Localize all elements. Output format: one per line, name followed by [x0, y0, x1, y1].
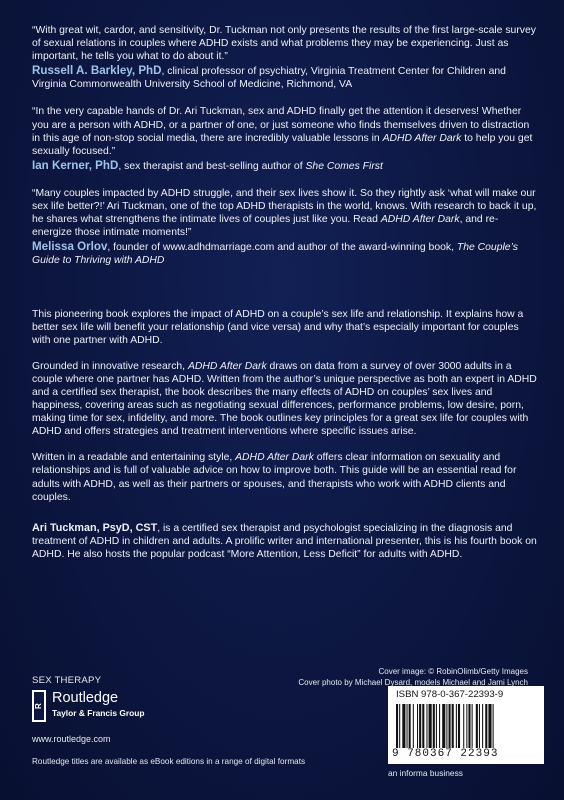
- description-paragraph-3: [32, 451, 538, 503]
- barcode-bar: [442, 704, 445, 748]
- barcode-bar: [417, 704, 418, 748]
- author-name: Ari Tuckman, PsyD, CST: [32, 521, 158, 534]
- cover-image-credit: Cover image: © RobinOlimb/Getty Images: [378, 667, 528, 676]
- barcode-bar: [458, 704, 460, 748]
- publisher-logo: [32, 690, 192, 724]
- description-paragraph-2: [32, 360, 538, 439]
- isbn: ISBN 978-0-367-22393-9: [396, 689, 504, 700]
- barcode-bar: [493, 704, 494, 748]
- barcode-bars-icon: [396, 704, 536, 748]
- author-bio-text: , is a certified sex therapist and psychologist specializing in the diagnosis and treatment of ADHD in children and adults. A prolific writer and international presenter, this is his fourth book on ADHD. He also hosts the popular podcast “More Attention, Less Deficit” for adults with ADHD.: [32, 522, 537, 560]
- barcode-bar: [419, 704, 421, 748]
- reviewer-role: , founder of www.adhdmarriage.com and author of the award-winning book,: [107, 242, 457, 254]
- review-attribution: [32, 159, 538, 173]
- review-quote-text: “Many couples impacted by ADHD struggle, and their sex lives show it. So they rightly ask ‘what will make our sex life better?!’ Ari Tuckman, one of the top ADHD therapists in the world, knows. With research to back it up, he shares what strengthens the intimate lives of couples just like you. Read: [32, 187, 537, 226]
- barcode-bar: [456, 704, 457, 748]
- author-bio: [32, 522, 538, 561]
- review-quote-text: , and re-energize those intimate moments!”: [32, 214, 499, 239]
- barcode-bar: [396, 704, 398, 748]
- barcode-bar: [409, 704, 411, 748]
- routledge-mark-letter: R: [34, 692, 44, 720]
- review-quote: [32, 105, 538, 157]
- barcode-bar: [407, 704, 408, 748]
- barcode-bar: [488, 704, 491, 748]
- barcode-bar: [472, 704, 473, 748]
- reviewer-name: Melissa Orlov: [32, 240, 108, 254]
- barcode-bar: [402, 704, 405, 748]
- barcode-bar: [466, 704, 467, 748]
- ebook-note: Routledge titles are available as eBook editions in a range of digital formats: [32, 757, 306, 766]
- reviewer-name: Russell A. Barkley, PhD: [32, 64, 162, 78]
- description-text: Written in a readable and entertaining style,: [32, 452, 236, 464]
- book-title: ADHD After Dark: [382, 132, 462, 144]
- barcode-bar: [446, 704, 447, 748]
- review-orlov: [32, 187, 538, 268]
- barcode-bar: [413, 704, 414, 748]
- cover-text: [32, 24, 538, 561]
- barcode-bar: [399, 704, 400, 748]
- description-text: offers clear information on sexuality and relationships and is full of valuable advice on how to improve both. This guide will be an essential read for adults with ADHD, as well as their partners or spouses, and therapists who work with ADHD clients and couples.: [32, 452, 517, 503]
- review-kerner: [32, 105, 538, 172]
- publisher-url[interactable]: www.routledge.com: [32, 734, 111, 744]
- informa-tagline: an informa business: [388, 768, 463, 778]
- review-attribution: [32, 64, 538, 91]
- reviewer-role: , sex therapist and best-selling author of: [118, 160, 306, 172]
- barcode-digits: 9 780367 22393: [392, 748, 499, 760]
- description-paragraph-1: This pioneering book explores the impact of ADHD on a couple’s sex life and relationship. It explains how a better sex life will benefit your relationship (and vice versa) and why that’s especially important for couples with one partner with ADHD.: [32, 308, 524, 346]
- barcode: [388, 686, 544, 764]
- barcode-bar: [429, 704, 432, 748]
- review-quote: [32, 187, 538, 239]
- reviewer-name: Ian Kerner, PhD: [32, 158, 119, 172]
- reviewer-role: , clinical professor of psychiatry, Virginia Treatment Center for Children and Virginia Commonwealth University School of Medicine, Richmond, VA: [32, 66, 506, 91]
- barcode-bar: [433, 704, 435, 748]
- barcode-bar: [439, 704, 440, 748]
- review-attribution: [32, 240, 538, 267]
- cover-photo-credit: Cover photo by Michael Dysard, models Michael and Jami Lynch: [298, 677, 528, 687]
- book-title: ADHD After Dark: [380, 214, 460, 226]
- description-text: Grounded in innovative research,: [32, 360, 188, 372]
- reviewer-book-title: She Comes First: [305, 160, 383, 172]
- reviewer-book-title: The Couple’s Guide to Thriving with ADHD: [32, 242, 518, 267]
- review-barkley: [32, 24, 538, 91]
- description-text: draws on data from a survey of over 3000 adults in a couple where one partner has ADHD. Written from the author’s unique perspective as both an expert in ADHD and a certified sex therapist, the book describes the many effects of ADHD on couples’ sex lives and happiness, covering areas such as negotiating sexual differences, performance problems, low desire, porn, making time for sex, infidelity, and more. The book outlines key principles for a great sex life for couples with ADHD and offers strategies and treatment interventions where specific issues arise.: [32, 360, 537, 438]
- category-label: SEX THERAPY: [32, 675, 102, 686]
- barcode-bar: [422, 704, 424, 748]
- barcode-bar: [436, 704, 437, 748]
- barcode-bar: [449, 704, 451, 748]
- publisher-group: Taylor & Francis Group: [52, 708, 145, 718]
- book-title: ADHD After Dark: [235, 452, 314, 464]
- publisher-name: Routledge: [52, 690, 119, 706]
- barcode-bar: [463, 704, 464, 748]
- barcode-bar: [482, 704, 483, 748]
- routledge-mark-icon: [32, 690, 46, 722]
- barcode-bar: [479, 704, 480, 748]
- barcode-bar: [476, 704, 478, 748]
- review-quote-text: “In the very capable hands of Dr. Ari Tuckman, sex and ADHD finally get the attention it deserves! Whether you are a person with ADHD, or a partner of one, or just someone who finds themselves driven to distraction in this age of non-stop social media, there are incredibly valuable lessons in: [32, 106, 530, 144]
- review-quote-text: to help you get sexually focused.”: [32, 132, 533, 157]
- book-title: ADHD After Dark: [187, 360, 267, 372]
- barcode-bar: [485, 704, 487, 748]
- barcode-bar: [452, 704, 454, 748]
- barcode-bar: [426, 704, 427, 748]
- barcode-bar: [468, 704, 470, 748]
- review-quote: “With great wit, cardor, and sensitivity, Dr. Tuckman not only presents the results of the first large-scale survey of sexual relations in couples where ADHD exists and what problems they may be experiencing. Just as important, he tells you what to do about it.”: [32, 25, 536, 63]
- cover-credits: [298, 667, 528, 688]
